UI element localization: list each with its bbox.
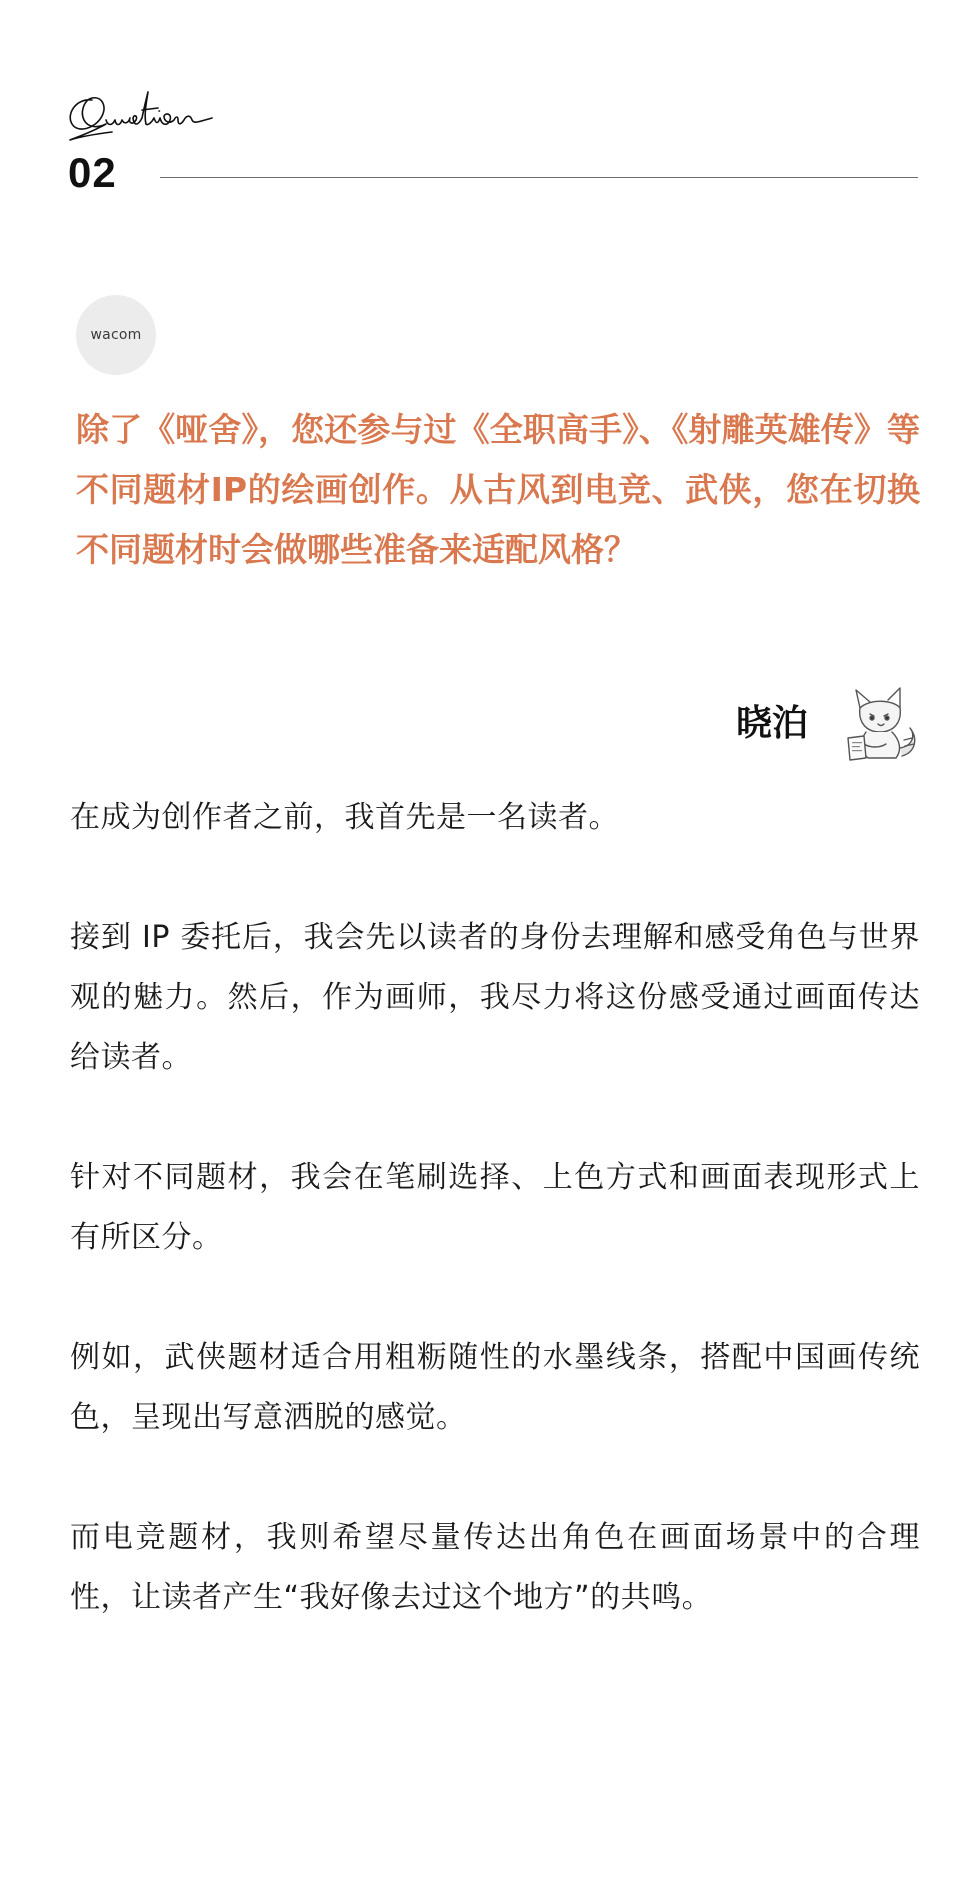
answer-paragraph: 在成为创作者之前，我首先是一名读者。 (70, 800, 619, 835)
answer-paragraph: 接到 IP 委托后，我会先以读者的身份去理解和感受角色与世界观的魅力。然后，作为画师，我尽力将这份感受通过画面传达给读者。 (70, 920, 920, 1075)
wacom-logo (76, 295, 156, 375)
question-number: 02 (68, 149, 117, 196)
answer-paragraph: 例如，武侠题材适合用粗粝随性的水墨线条，搭配中国画传统色，呈现出写意洒脱的感觉。 (70, 1340, 920, 1435)
answer-paragraph: 而电竞题材，我则希望尽量传达出角色在画面场景中的合理性，让读者产生“我好像去过这个地方”的共鸣。 (70, 1520, 920, 1615)
answer-body (70, 788, 920, 1688)
question-script-heading (62, 78, 222, 144)
answer-paragraph: 针对不同题材，我会在笔刷选择、上色方式和画面表现形式上有所区分。 (70, 1160, 920, 1255)
answerer-avatar (830, 678, 922, 770)
logo-text: wacom (90, 327, 142, 343)
header-divider (160, 177, 918, 178)
answerer-name: 晓泊 (735, 703, 808, 744)
question-text: 除了《哑舍》，您还参与过《全职高手》、《射雕英雄传》等不同题材IP的绘画创作。从古风到电竞、武侠，您在切换不同题材时会做哪些准备来适配风格？ (76, 410, 920, 569)
